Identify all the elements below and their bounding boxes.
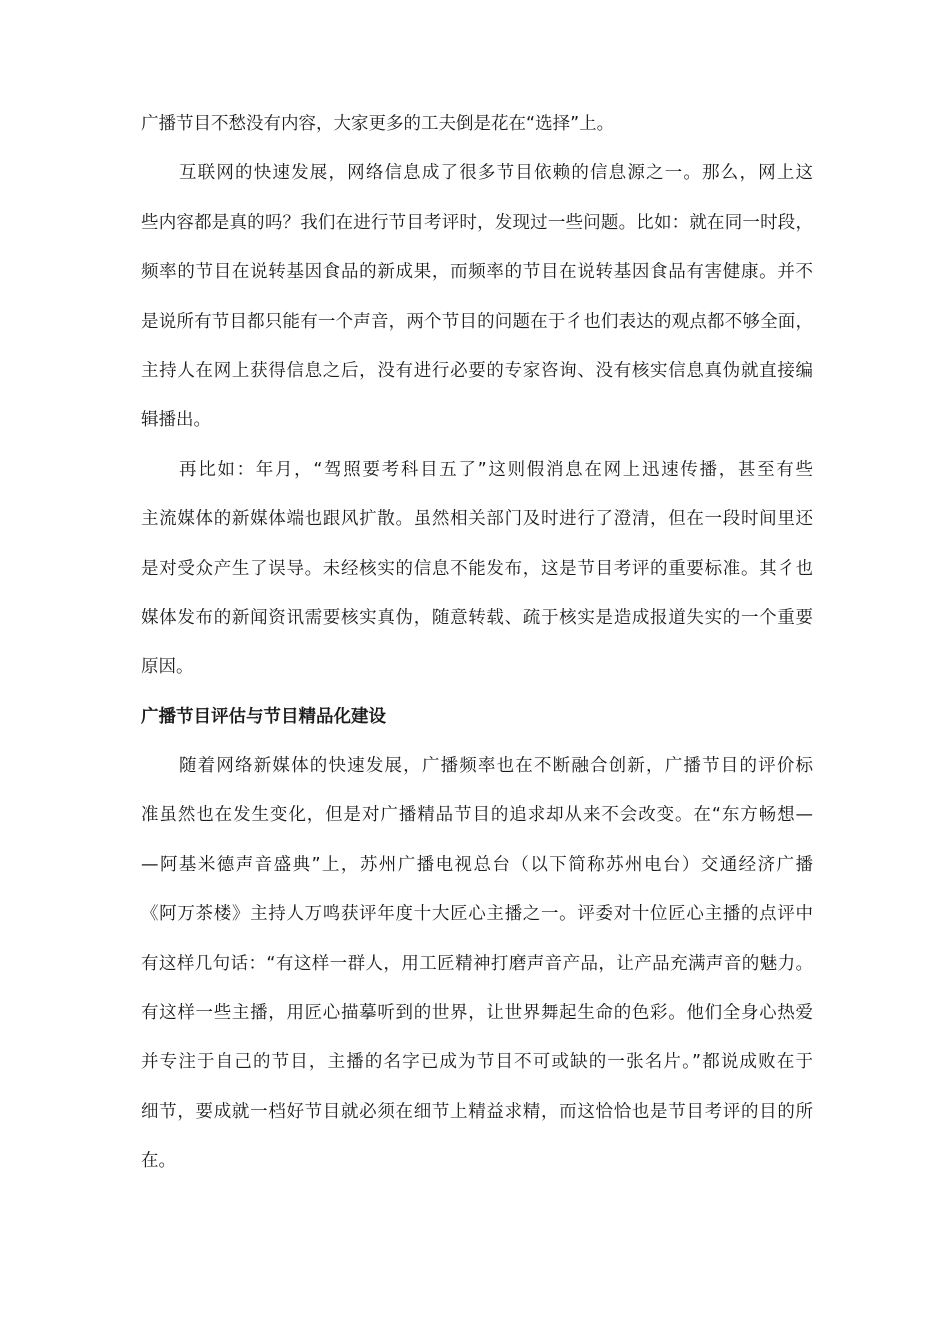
text-line: 随着网络新媒体的快速发展，广播频率也在不断融合创新，广播节目的评价标 [179, 756, 813, 777]
paragraph [141, 155, 813, 439]
text-line: 广播节目不愁没有内容，大家更多的工夫倒是花在“选择”上。 [141, 114, 615, 134]
text-line: 频率的节目在说转基因食品的新成果，而频率的节目在说转基因食品有害健康。并不 [141, 262, 813, 283]
text-line: 细节，要成就一档好节目就必须在细节上精益求精，而这恰恰也是节目考评的目的所 [141, 1101, 813, 1122]
text-line: 有这样几句话：“有这样一群人，用工匠精神打磨声音产品，让产品充满声音的魅力。 [141, 953, 813, 974]
text-line: 主持人在网上获得信息之后，没有进行必要的专家咨询、没有核实信息真伪就直接编 [141, 360, 813, 381]
text-line: 再比如：年月，“驾照要考科目五了”这则假消息在网上迅速传播，甚至有些 [179, 459, 813, 480]
text-line: 准虽然也在发生变化，但是对广播精品节目的追求却从来不会改变。在“东方畅想— [141, 805, 813, 826]
text-line: 在。 [141, 1151, 176, 1172]
text-line: 《阿万茶楼》主持人万鸣获评年度十大匠心主播之一。评委对十位匠心主播的点评中 [141, 904, 813, 925]
text-line: 些内容都是真的吗？我们在进行节目考评时，发现过一些问题。比如：就在同一时段， [141, 212, 813, 233]
paragraph [141, 748, 813, 1180]
paragraph [141, 452, 813, 687]
text-line: 原因。 [141, 657, 194, 678]
text-line: 有这样一些主播，用匠心描摹听到的世界，让世界舞起生命的色彩。他们全身心热爱 [141, 1003, 813, 1024]
document-page [141, 106, 813, 1193]
text-line: 媒体发布的新闻资讯需要核实真伪，随意转载、疏于核实是造成报道失实的一个重要 [141, 607, 813, 628]
text-line: 互联网的快速发展，网络信息成了很多节目依赖的信息源之一。那么，网上这 [179, 163, 813, 184]
text-line: 辑播出。 [141, 410, 211, 431]
text-line: 是对受众产生了误导。未经核实的信息不能发布，这是节目考评的重要标准。其彳也 [141, 558, 813, 579]
text-line: 是说所有节目都只能有一个声音，两个节目的问题在于彳也们表达的观点都不够全面， [141, 311, 813, 332]
section-heading [141, 699, 813, 736]
paragraph [141, 106, 813, 143]
text-line: 主流媒体的新媒体端也跟风扩散。虽然相关部门及时进行了澄清，但在一段时间里还 [141, 509, 813, 530]
text-line: —阿基米德声音盛典”上，苏州广播电视总台（以下简称苏州电台）交通经济广播 [141, 854, 813, 875]
heading-text: 广播节目评估与节目精品化建设 [141, 706, 386, 727]
text-line: 并专注于自己的节目，主播的名字已成为节目不可或缺的一张名片。”都说成败在于 [141, 1052, 813, 1073]
